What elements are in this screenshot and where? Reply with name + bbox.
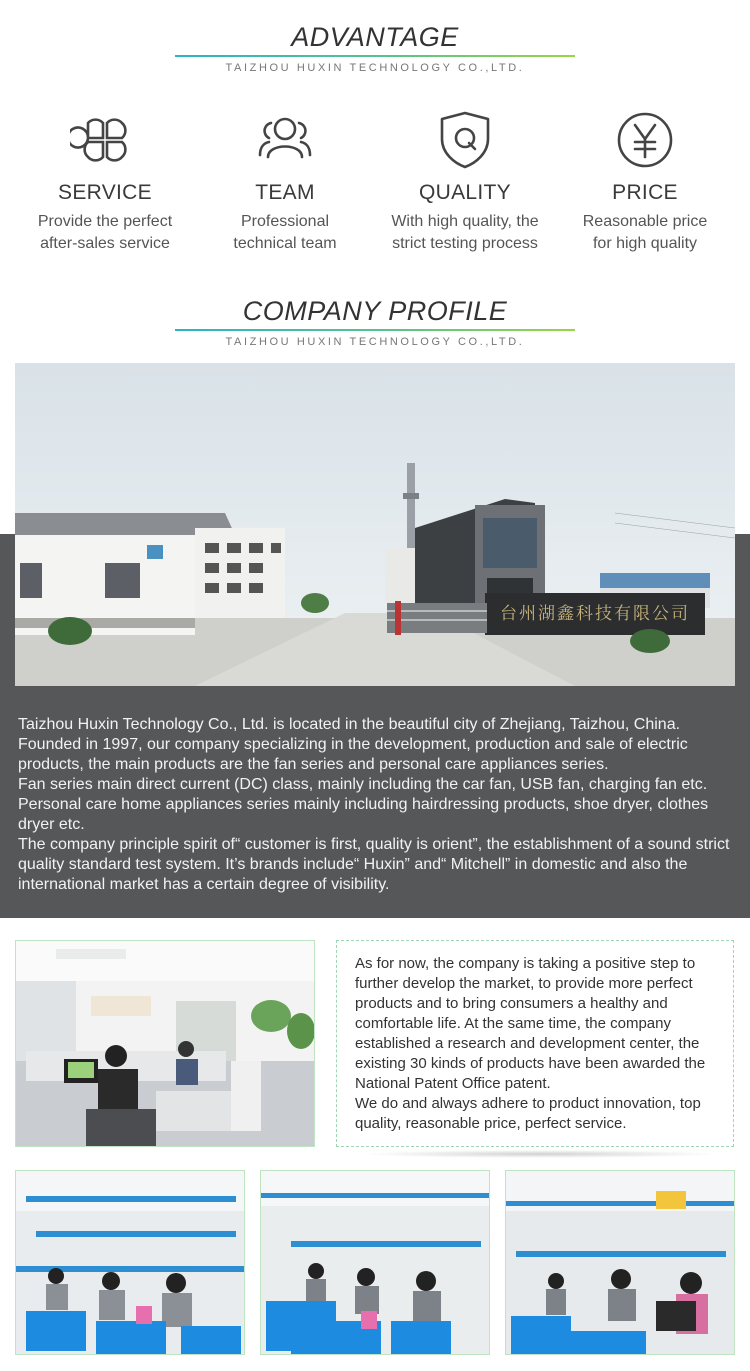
desc-line: With high quality, the [391, 213, 539, 230]
desc-line: Reasonable price [582, 213, 708, 230]
desc-line: after-sales service [40, 235, 170, 252]
profile-rule [175, 329, 575, 331]
note-paragraph: We do and always adhere to product innovation, top quality, reasonable price, perfect service. [355, 1095, 701, 1132]
profile-subtitle: TAIZHOU HUXIN TECHNOLOGY CO.,LTD. [225, 336, 525, 348]
team-icon [250, 105, 320, 175]
advantage-name: QUALITY [419, 181, 511, 204]
factory-photo [15, 363, 735, 686]
price-icon [610, 105, 680, 175]
profile-text [18, 715, 736, 895]
advantage-desc [15, 211, 195, 255]
office-note-text [355, 954, 717, 1134]
profile-paragraph: The company principle spirit of“ customer is first, quality is orient”, the establishment of a sound strict quality standard test system. It’s brands include“ Huxin” and“ Mitchell” in domestic and also the international market has a certain degree of visibility. [18, 836, 730, 893]
advantage-name: TEAM [255, 181, 315, 204]
note-paragraph: As for now, the company is taking a positive step to further develop the market, to provide more perfect products and to bring consumers a healthy and comfortable life. At the same time, the company established a research and development center, the existing 30 kinds of products have been awarded the National Patent Office patent. [355, 955, 706, 1092]
profile-paragraph: Fan series main direct current (DC) class, mainly including the car fan, USB fan, charging fan etc. Personal care home appliances series mainly including hairdressing products, shoe dryer, clothes dryer etc. [18, 776, 709, 833]
desc-line: technical team [233, 235, 337, 252]
company-sign: 台州湖鑫科技有限公司 [500, 604, 690, 624]
workshop-photo-3 [505, 1170, 735, 1355]
profile-header [0, 296, 750, 348]
desc-line: Provide the perfect [37, 213, 173, 230]
advantage-price [555, 105, 735, 255]
quality-icon [430, 105, 500, 175]
office-photo [15, 940, 315, 1147]
advantage-name: SERVICE [58, 181, 152, 204]
advantage-service [15, 105, 195, 255]
advantage-rule [175, 55, 575, 57]
workshop-photo-1 [15, 1170, 245, 1355]
advantage-title: ADVANTAGE [291, 22, 459, 52]
office-note [336, 940, 734, 1147]
advantage-team [195, 105, 375, 255]
note-shadow [360, 1150, 720, 1158]
advantage-desc [195, 211, 375, 255]
desc-line: for high quality [592, 235, 698, 252]
advantage-name: PRICE [612, 181, 678, 204]
profile-paragraph: Taizhou Huxin Technology Co., Ltd. is located in the beautiful city of Zhejiang, Taizhou, China. Founded in 1997, our company specializing in the development, production and sale of electric products, the main products are the fan series and personal care appliances series. [18, 716, 688, 773]
advantage-quality [375, 105, 555, 255]
workshop-photo-2 [260, 1170, 490, 1355]
profile-title: COMPANY PROFILE [242, 296, 508, 326]
advantage-header [0, 22, 750, 74]
advantage-desc [555, 211, 735, 255]
desc-line: Professional [240, 213, 330, 230]
service-icon [70, 105, 140, 175]
desc-line: strict testing process [392, 235, 538, 252]
advantage-subtitle: TAIZHOU HUXIN TECHNOLOGY CO.,LTD. [225, 62, 525, 74]
advantage-desc [375, 211, 555, 255]
